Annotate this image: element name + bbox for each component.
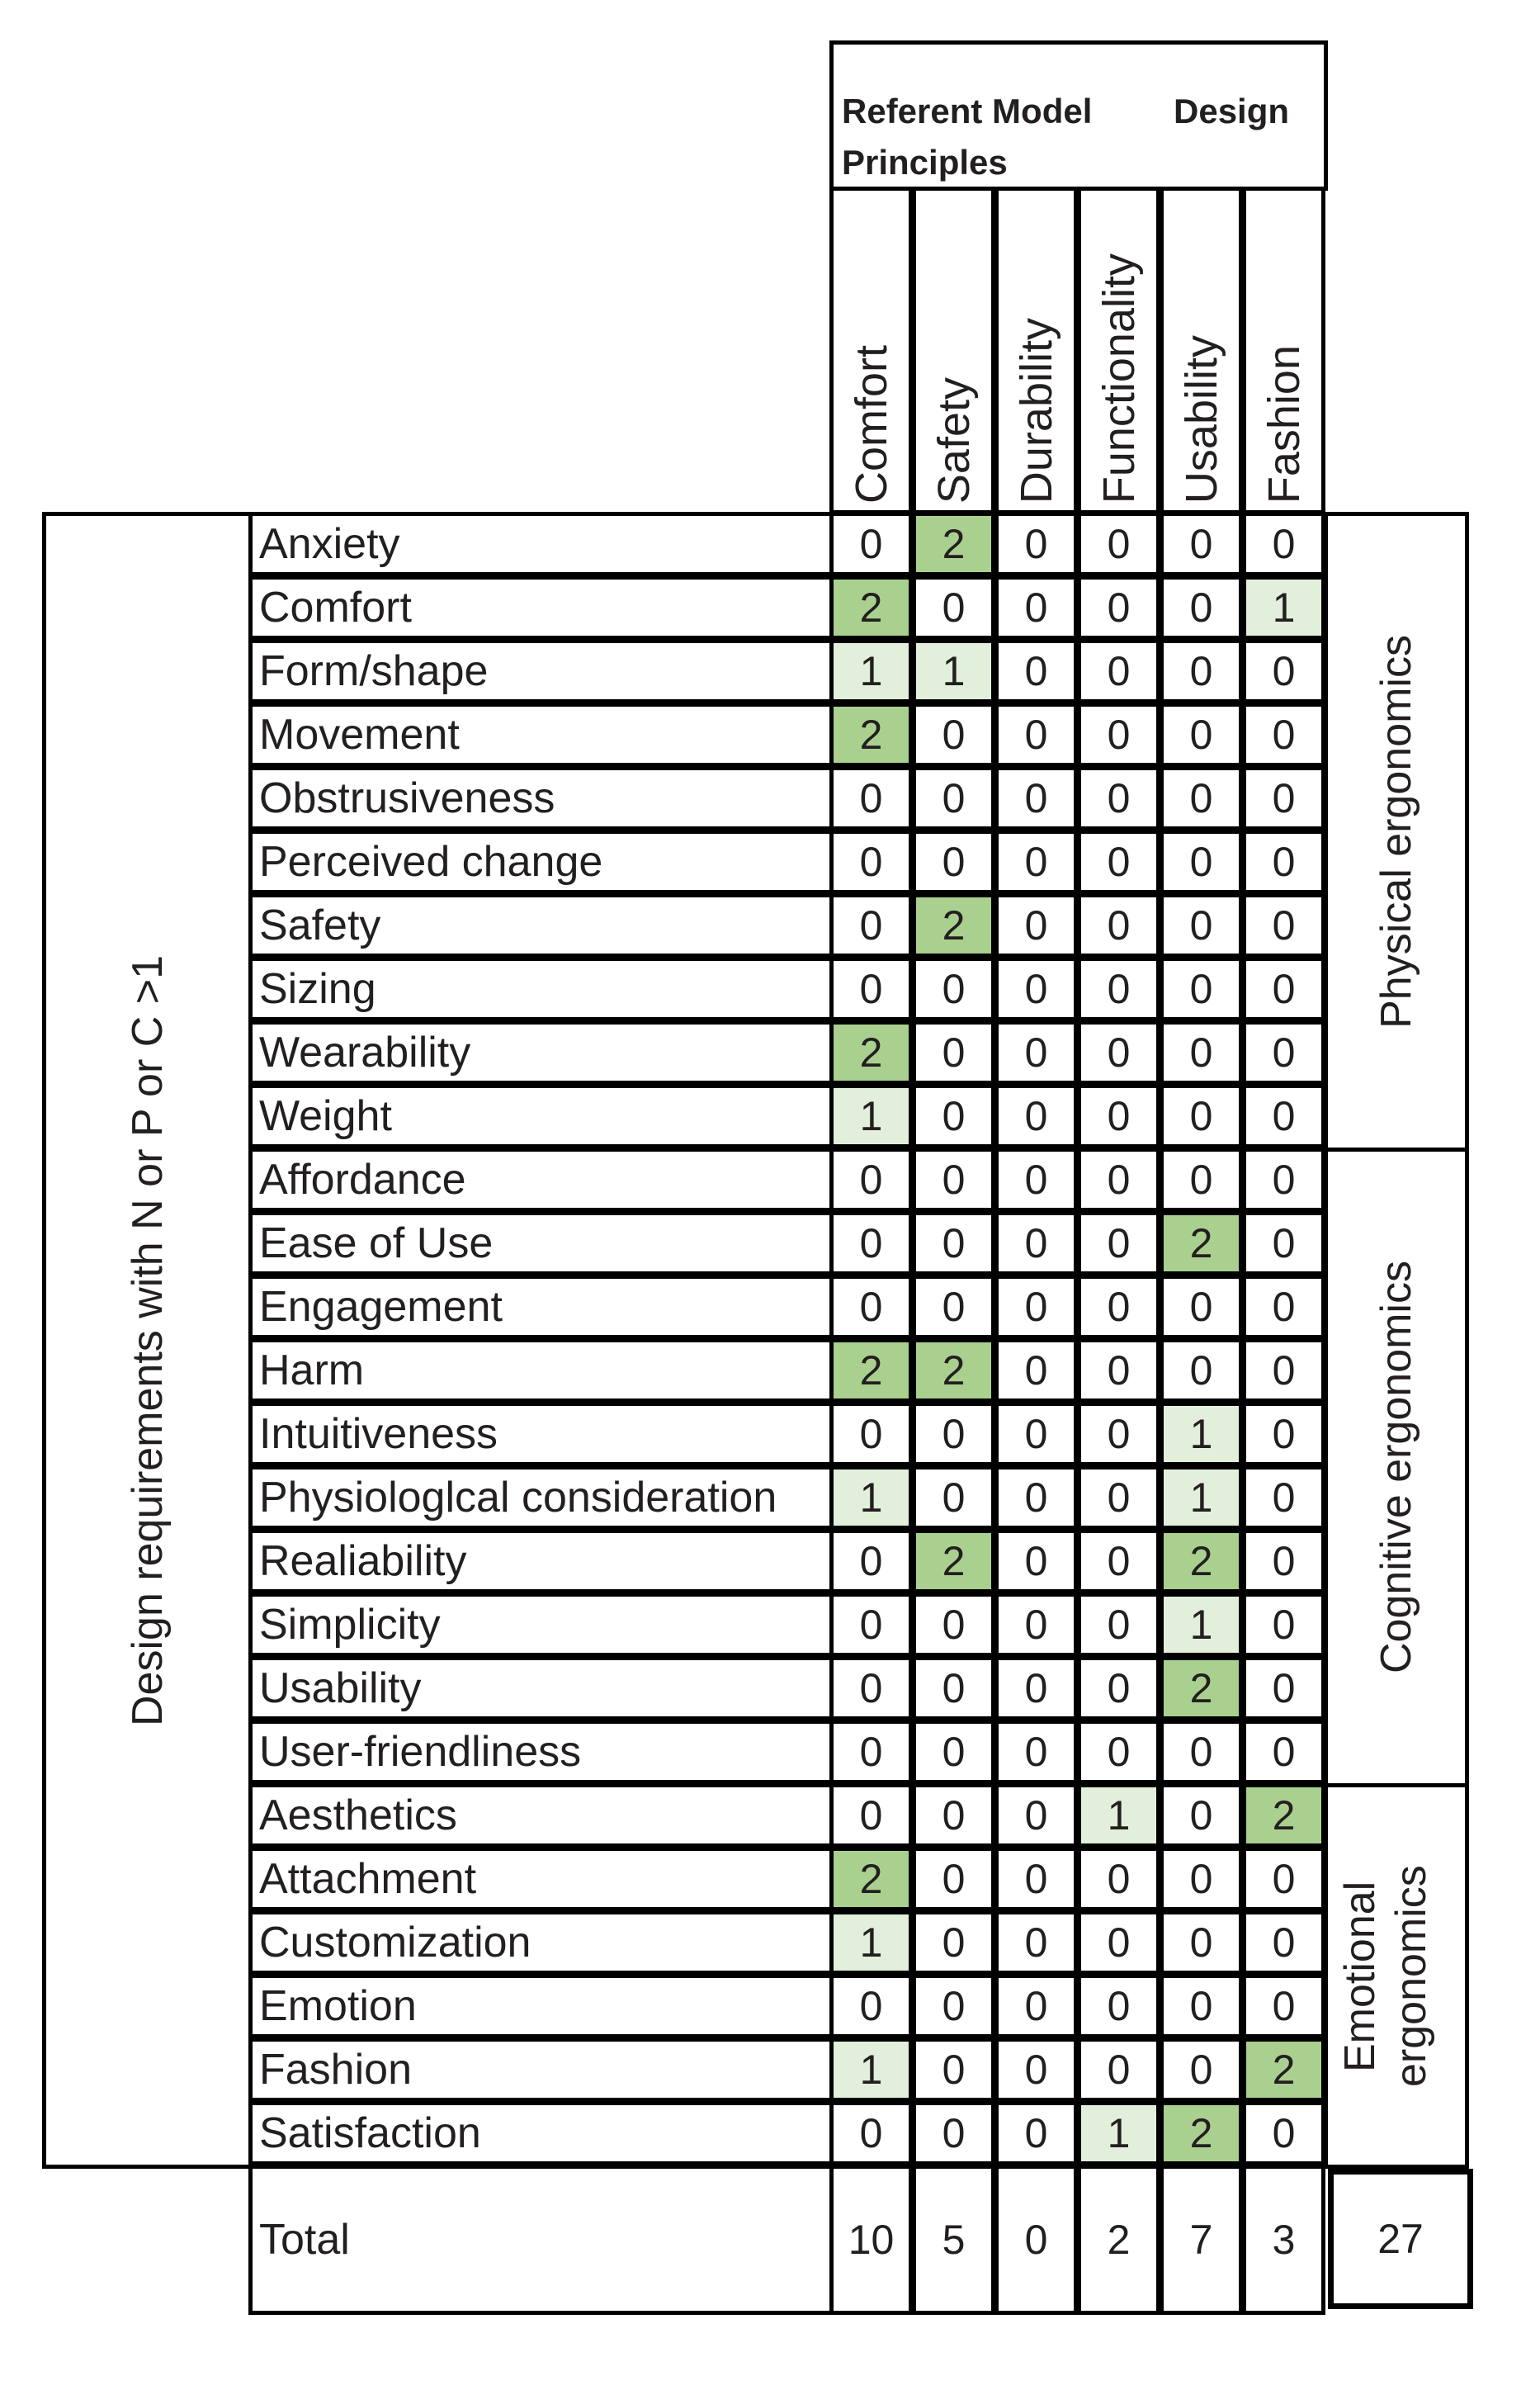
total-cell: 3 (1242, 2165, 1325, 2315)
table-cell: 0 (994, 1465, 1078, 1530)
table-cell: 0 (1242, 1656, 1325, 1720)
side-label (42, 512, 253, 2169)
table-cell: 2 (912, 1529, 995, 1593)
table-cell: 0 (829, 2101, 913, 2165)
table-cell: 0 (1077, 2037, 1160, 2102)
column-header-usability (1160, 187, 1243, 514)
table-cell: 2 (1160, 2101, 1243, 2165)
table-cell: 0 (1077, 830, 1160, 894)
table-cell: 0 (1160, 703, 1243, 767)
table-cell: 0 (994, 1338, 1078, 1403)
table-cell: 0 (994, 1275, 1078, 1339)
table-cell: 0 (1242, 639, 1325, 703)
table-cell: 2 (912, 893, 995, 958)
table-cell: 2 (912, 1338, 995, 1403)
row-label: Intuitiveness (248, 1402, 834, 1466)
table-cell: 0 (829, 1593, 913, 1657)
column-header-label: Safety (928, 376, 979, 504)
table-cell: 0 (1077, 639, 1160, 703)
table-cell: 0 (1077, 1910, 1160, 1975)
table-cell: 0 (994, 639, 1078, 703)
column-header-label: Durability (1011, 317, 1061, 504)
table-cell: 0 (912, 1783, 995, 1848)
table-cell: 0 (912, 2101, 995, 2165)
grand-total: 27 (1328, 2169, 1473, 2309)
table-cell: 0 (1160, 1084, 1243, 1148)
row-label: Attachment (248, 1847, 834, 1911)
total-cell: 10 (829, 2165, 913, 2315)
table-cell: 0 (1242, 512, 1325, 576)
table-cell: 0 (1242, 893, 1325, 958)
row-label: Anxiety (248, 512, 834, 576)
table-cell: 0 (1077, 1020, 1160, 1085)
table-cell: 2 (829, 575, 913, 640)
table-cell: 0 (829, 1402, 913, 1466)
table-cell: 0 (1077, 1402, 1160, 1466)
table-cell: 0 (1160, 1783, 1243, 1848)
table-cell: 0 (994, 766, 1078, 831)
table-cell: 1 (1160, 1402, 1243, 1466)
table-cell: 0 (1077, 1974, 1160, 2038)
total-cell: 5 (912, 2165, 995, 2315)
table-cell: 0 (1242, 1847, 1325, 1911)
table-cell: 0 (1077, 703, 1160, 767)
table-cell: 0 (1242, 1148, 1325, 1212)
table-cell: 0 (1242, 1529, 1325, 1593)
table-cell: 0 (912, 1974, 995, 2038)
group-label-text: Physical ergonomics (1372, 635, 1420, 1029)
table-header (829, 40, 1328, 191)
column-header-label: Comfort (846, 344, 896, 504)
table-cell: 0 (1077, 575, 1160, 640)
table-cell: 0 (1242, 1593, 1325, 1657)
table-cell: 0 (1160, 893, 1243, 958)
row-label: Ease of Use (248, 1211, 834, 1275)
table-cell: 2 (829, 1338, 913, 1403)
row-label: Realiability (248, 1529, 834, 1593)
table-cell: 0 (994, 1084, 1078, 1148)
table-cell: 0 (912, 1402, 995, 1466)
table-cell: 0 (829, 1720, 913, 1784)
table-cell: 0 (1077, 1275, 1160, 1339)
table-cell: 0 (1077, 1338, 1160, 1403)
table-cell: 0 (829, 1783, 913, 1848)
table-cell: 2 (1160, 1211, 1243, 1275)
table-cell: 0 (1077, 957, 1160, 1021)
table-cell: 0 (1077, 1211, 1160, 1275)
column-header-comfort (829, 187, 913, 514)
table-cell: 0 (1077, 1529, 1160, 1593)
table-cell: 0 (1160, 1910, 1243, 1975)
table-cell: 0 (1160, 1974, 1243, 2038)
table-cell: 0 (994, 1720, 1078, 1784)
table-cell: 0 (1242, 1720, 1325, 1784)
table-cell: 0 (1160, 575, 1243, 640)
table-cell: 0 (1242, 703, 1325, 767)
group-label-text: Cognitive ergonomics (1372, 1261, 1420, 1674)
table-cell: 0 (994, 2037, 1078, 2102)
table-cell: 0 (1077, 1847, 1160, 1911)
column-header-durability (994, 187, 1078, 514)
table-cell: 0 (1160, 1338, 1243, 1403)
table-cell: 1 (1242, 575, 1325, 640)
table-cell: 1 (1077, 2101, 1160, 2165)
table-cell: 0 (1242, 1974, 1325, 2038)
table-cell: 0 (1077, 1148, 1160, 1212)
table-cell: 2 (829, 703, 913, 767)
total-cell: 7 (1160, 2165, 1243, 2315)
group-label (1324, 512, 1469, 1152)
table-cell: 0 (994, 512, 1078, 576)
table-cell: 1 (829, 2037, 913, 2102)
table-cell: 0 (912, 1656, 995, 1720)
table-cell: 0 (912, 1084, 995, 1148)
table-cell: 0 (994, 1211, 1078, 1275)
total-label: Total (248, 2165, 834, 2315)
table-cell: 0 (1077, 1656, 1160, 1720)
table-cell: 0 (829, 957, 913, 1021)
table-cell: 0 (912, 1211, 995, 1275)
header-title: Referent Model Principles (842, 92, 1093, 182)
table-cell: 0 (912, 1910, 995, 1975)
row-label: Customization (248, 1910, 834, 1975)
table-cell: 0 (994, 1974, 1078, 2038)
table-cell: 0 (912, 1148, 995, 1212)
table-cell: 0 (1242, 1465, 1325, 1530)
column-header-safety (912, 187, 995, 514)
table-cell: 0 (994, 957, 1078, 1021)
header-design-label: Design (1174, 92, 1290, 130)
table-cell: 0 (1160, 766, 1243, 831)
table-cell: 2 (829, 1020, 913, 1085)
row-label: User-friendliness (248, 1720, 834, 1784)
table-cell: 0 (912, 766, 995, 831)
table-cell: 0 (829, 1656, 913, 1720)
table-cell: 2 (1242, 2037, 1325, 2102)
group-label-text: Emotional ergonomics (1336, 1865, 1435, 2087)
row-label: Safety (248, 893, 834, 958)
table-cell: 1 (1160, 1465, 1243, 1530)
table-cell: 0 (1242, 1910, 1325, 1975)
row-label: Sizing (248, 957, 834, 1021)
table-cell: 0 (1242, 1338, 1325, 1403)
table-cell: 0 (829, 1529, 913, 1593)
table-cell: 0 (912, 1847, 995, 1911)
table-cell: 0 (912, 1275, 995, 1339)
table-cell: 0 (1242, 957, 1325, 1021)
table-cell: 0 (1160, 1720, 1243, 1784)
row-label: Fashion (248, 2037, 834, 2102)
table-cell: 0 (1077, 1593, 1160, 1657)
table-cell: 0 (994, 1593, 1078, 1657)
row-label: Physiologlcal consideration (248, 1465, 834, 1530)
table-cell: 0 (994, 1402, 1078, 1466)
table-cell: 0 (1077, 1465, 1160, 1530)
table-cell: 0 (829, 766, 913, 831)
table-cell: 1 (912, 639, 995, 703)
table-cell: 1 (829, 1465, 913, 1530)
table-cell: 0 (829, 893, 913, 958)
table-cell: 0 (994, 1148, 1078, 1212)
row-label: Emotion (248, 1974, 834, 2038)
row-label: Satisfaction (248, 2101, 834, 2165)
table-cell: 0 (994, 1910, 1078, 1975)
table-cell: 0 (1242, 2101, 1325, 2165)
table-cell: 0 (994, 703, 1078, 767)
table-cell: 0 (1242, 1402, 1325, 1466)
table-cell: 2 (1160, 1656, 1243, 1720)
table-cell: 0 (1160, 512, 1243, 576)
table-cell: 2 (912, 512, 995, 576)
total-cell: 2 (1077, 2165, 1160, 2315)
table-cell: 0 (912, 1593, 995, 1657)
table-cell: 0 (912, 2037, 995, 2102)
table-cell: 0 (829, 830, 913, 894)
table-cell: 0 (994, 2101, 1078, 2165)
table-cell: 1 (1160, 1593, 1243, 1657)
row-label: Simplicity (248, 1593, 834, 1657)
table-cell: 1 (829, 1910, 913, 1975)
table-cell: 0 (994, 1783, 1078, 1848)
table-cell: 0 (1242, 1084, 1325, 1148)
table-cell: 0 (912, 830, 995, 894)
table-cell: 2 (829, 1847, 913, 1911)
table-cell: 1 (829, 1084, 913, 1148)
table-cell: 0 (1242, 1020, 1325, 1085)
total-cell: 0 (994, 2165, 1078, 2315)
table-cell: 0 (994, 575, 1078, 640)
table-cell: 0 (829, 1211, 913, 1275)
table-cell: 0 (1077, 766, 1160, 831)
table-cell: 0 (912, 957, 995, 1021)
group-label (1324, 1148, 1469, 1787)
table-cell: 2 (1160, 1529, 1243, 1593)
table-cell: 0 (994, 830, 1078, 894)
row-label: Wearability (248, 1020, 834, 1085)
row-label: Aesthetics (248, 1783, 834, 1848)
table-cell: 0 (1077, 1720, 1160, 1784)
table-cell: 0 (994, 1656, 1078, 1720)
table-cell: 0 (912, 1720, 995, 1784)
table-cell: 0 (1160, 639, 1243, 703)
row-label: Comfort (248, 575, 834, 640)
column-header-label: Usability (1176, 334, 1226, 504)
table-cell: 0 (912, 1465, 995, 1530)
table-cell: 0 (1160, 1148, 1243, 1212)
table-cell: 0 (1242, 1275, 1325, 1339)
table-cell: 1 (1077, 1783, 1160, 1848)
table-cell: 0 (1160, 957, 1243, 1021)
table-cell: 0 (1242, 830, 1325, 894)
row-label: Harm (248, 1338, 834, 1403)
table-cell: 1 (829, 639, 913, 703)
table-cell: 0 (912, 703, 995, 767)
table-cell: 0 (1160, 1275, 1243, 1339)
group-label (1324, 1783, 1469, 2169)
table-cell: 0 (994, 1529, 1078, 1593)
row-label: Obstrusiveness (248, 766, 834, 831)
table-cell: 0 (912, 1020, 995, 1085)
column-header-fashion (1242, 187, 1325, 514)
table-cell: 0 (1077, 893, 1160, 958)
table-cell: 0 (829, 1275, 913, 1339)
table-cell: 0 (829, 1148, 913, 1212)
row-label: Perceived change (248, 830, 834, 894)
table-cell: 0 (1160, 830, 1243, 894)
row-label: Weight (248, 1084, 834, 1148)
table-cell: 0 (1160, 1020, 1243, 1085)
column-header-label: Functionality (1094, 253, 1144, 504)
table-cell: 0 (994, 1020, 1078, 1085)
table-cell: 0 (829, 512, 913, 576)
table-cell: 0 (912, 575, 995, 640)
table-cell: 0 (829, 1974, 913, 2038)
table-cell: 0 (1077, 512, 1160, 576)
table-cell: 0 (1160, 1847, 1243, 1911)
table-cell: 0 (1077, 1084, 1160, 1148)
table-cell: 0 (1242, 766, 1325, 831)
table-cell: 2 (1242, 1783, 1325, 1848)
row-label: Usability (248, 1656, 834, 1720)
table-cell: 0 (994, 1847, 1078, 1911)
column-header-label: Fashion (1259, 344, 1309, 504)
row-label: Engagement (248, 1275, 834, 1339)
side-label-text: Design requirements with N or P or C >1 (123, 954, 172, 1726)
table-cell: 0 (1160, 2037, 1243, 2102)
column-header-functionality (1077, 187, 1160, 514)
table-cell: 0 (994, 893, 1078, 958)
row-label: Movement (248, 703, 834, 767)
table-cell: 0 (1242, 1211, 1325, 1275)
row-label: Affordance (248, 1148, 834, 1212)
row-label: Form/shape (248, 639, 834, 703)
